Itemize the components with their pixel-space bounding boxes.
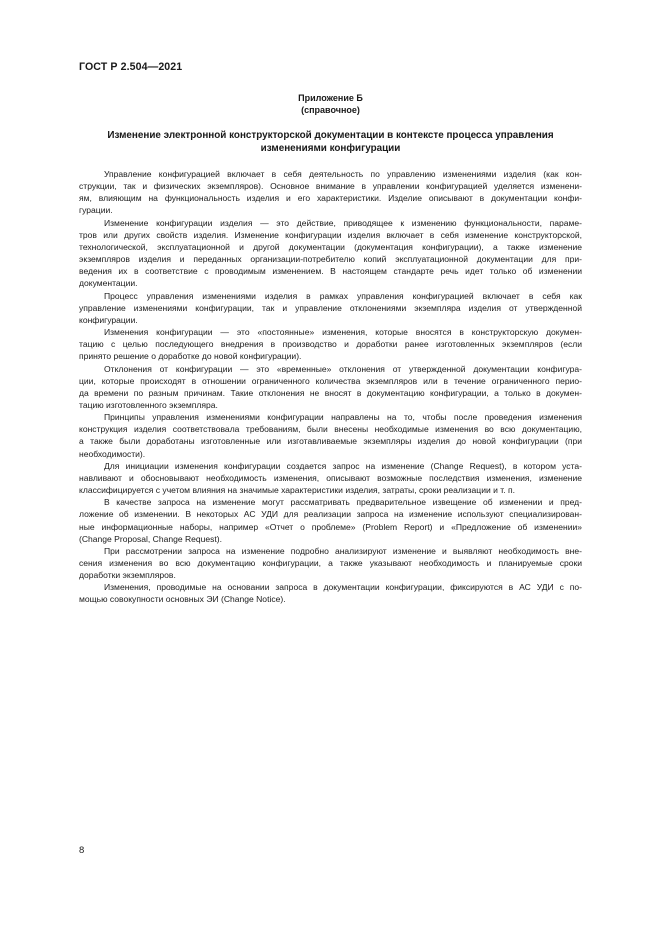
paragraph-line: конфигурации.	[79, 314, 138, 325]
paragraph-line: ведения их в соответствие с проводимым изменением. В настоящем стандарте речь идет только об изменении	[79, 266, 582, 277]
paragraph-line: классифицируется с учетом влияния на значимые характеристики изделия, затраты, сроки реализации и т. п.	[79, 485, 515, 496]
paragraph	[79, 217, 582, 290]
body-text	[79, 168, 582, 606]
paragraph-line: да времени по разным причинам. Такие отклонения не вносят в документацию конфигурации, а только в докумен-	[79, 387, 582, 398]
paragraph	[79, 168, 582, 217]
appendix-subtitle: (справочное)	[301, 105, 360, 115]
paragraph-line: принято решение о доработке до новой конфигурации).	[79, 351, 302, 362]
paragraph	[79, 545, 582, 581]
paragraph-line: мощью совокупности основных ЭИ (Change Notice).	[79, 594, 286, 605]
paragraph-line: Управление конфигурацией включает в себя деятельность по управлению изменениями изделия (как кон-	[104, 169, 582, 179]
paragraph	[79, 411, 582, 460]
paragraph-line: Для инициации изменения конфигурации создается запрос на изменение (Change Request), в котором уста-	[104, 460, 582, 471]
paragraph-line: Изменения конфигурации — это «постоянные» изменения, которые вносятся в конструкторскую докумен-	[104, 327, 582, 338]
paragraph-line: экземпляров изделия и переданных организации-потребителю копий эксплуатационной документации для при-	[79, 254, 582, 265]
paragraph-line: сения изменения во всю документацию конфигурации, а также указывают необходимость и планируемые сроки	[79, 558, 582, 568]
paragraph-line: ложение об изменении. В некоторых АС УДИ для реализации запроса на изменение используют специализирован-	[79, 509, 582, 520]
paragraph-line: тацию с целью последующего внедрения в производство и доработки ранее изготовленных экземпляров (если	[79, 339, 582, 350]
paragraph	[79, 460, 582, 496]
page-number: 8	[79, 845, 85, 856]
paragraph-line: Процесс управления изменениями изделия в рамках управления конфигурацией включает в себя как	[104, 290, 582, 301]
paragraph-line: Изменение конфигурации изделия — это действие, приводящее к изменению функциональности, параме-	[104, 217, 582, 228]
paragraph-line: доработки экземпляров.	[79, 570, 176, 581]
paragraph	[79, 496, 582, 545]
paragraph-line: Принципы управления изменениями конфигурации направлены на то, чтобы после проведения изменения	[104, 412, 582, 423]
paragraph-line: управление изменениями конфигурации, так и управление отклонениями экземпляра изделия от утвержденной	[79, 302, 582, 313]
paragraph-line: ям, влияющим на функциональность изделия и его характеристики. Изделие описывают в документации конфи-	[79, 193, 582, 204]
paragraph-line: струкции, так и физических экземпляров). Основное внимание в управлении конфигурацией уделяется изменени-	[79, 181, 582, 192]
paragraph-line: технологической, эксплуатационной и другой документации (документация конфигурации), а также изменение	[79, 241, 582, 252]
paragraph-line: ции, которые происходят в отношении ограниченного количества экземпляров или в течение ограниченного перио-	[79, 375, 582, 386]
paragraph-line: конструкция изделия соответствовала требованиям, были внесены необходимые изменения во всю документацию,	[79, 424, 582, 435]
paragraph	[79, 326, 582, 362]
paragraph	[79, 290, 582, 326]
paragraph-line: ные информационные наборы, например «Отчет о проблеме» (Problem Report) и «Предложение об изменении»	[79, 521, 582, 532]
appendix-title: Приложение Б	[298, 93, 363, 103]
paragraph-line: Отклонения от конфигурации — это «временные» отклонения от утвержденной документации конфигура-	[104, 363, 582, 374]
paragraph-line: При рассмотрении запроса на изменение подробно анализируют изменение и выявляют необходимость вне-	[104, 545, 582, 556]
paragraph-line: навливают и обосновывают необходимость изменения, описывают возможные последствия изменения, изменение	[79, 472, 582, 483]
paragraph-line: Изменения, проводимые на основании запроса в документации конфигурации, фиксируются в АС УДИ с по-	[104, 582, 582, 593]
paragraph	[79, 581, 582, 605]
section-title	[79, 130, 582, 155]
paragraph-line: (Change Proposal, Change Request).	[79, 533, 223, 544]
section-title-line: Изменение электронной конструкторской документации в контексте процесса управления	[107, 130, 554, 141]
paragraph-line: тацию изготовленного экземпляра.	[79, 399, 218, 410]
paragraph-line: В качестве запроса на изменение могут рассматривать предварительное извещение об изменении и пред-	[104, 497, 582, 508]
paragraph-line: тров или других свойств изделия. Изменение конфигурации изделия включает в себя изменение конструкторской,	[79, 229, 582, 240]
document-id-header: ГОСТ Р 2.504—2021	[79, 61, 183, 73]
paragraph-line: документации.	[79, 278, 138, 289]
paragraph-line: а также были доработаны изготовленные или изготавливаемые экземпляры изделия до новой конфигурации (при	[79, 436, 582, 447]
paragraph-line: гурации.	[79, 205, 113, 216]
paragraph-line: необходимости).	[79, 448, 146, 459]
paragraph	[79, 363, 582, 412]
section-title-line: изменениями конфигурации	[260, 142, 401, 154]
